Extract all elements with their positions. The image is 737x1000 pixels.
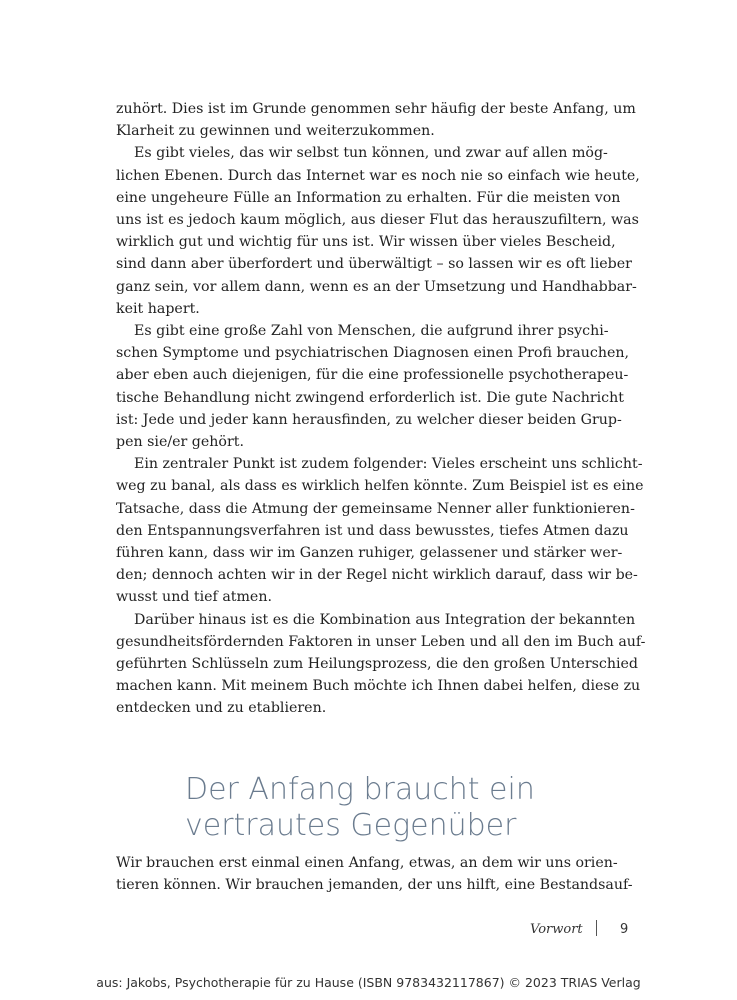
text-line: Es gibt eine große Zahl von Menschen, die aufgrund ihrer psychi- (134, 323, 609, 340)
text-line: eine ungeheure Fülle an Information zu erhalten. Für die meisten von (116, 189, 621, 206)
text-line: entdecken und zu etablieren. (116, 700, 327, 717)
text-line: gesundheitsfördernden Faktoren in unser Leben und all den im Buch auf- (116, 633, 646, 650)
body-text-bottom (116, 852, 633, 896)
text-line: tieren können. Wir brauchen jemanden, der uns hilft, eine Bestandsauf- (116, 877, 633, 894)
paragraph-4 (116, 453, 644, 608)
text-line: pen sie/er gehört. (116, 434, 244, 451)
text-line: machen kann. Mit meinem Buch möchte ich Ihnen dabei helfen, diese zu (116, 678, 641, 695)
paragraph-1 (116, 98, 636, 142)
running-footer-section: Vorwort (530, 922, 583, 937)
section-heading-line: vertrautes Gegenüber (185, 808, 517, 843)
text-line: lichen Ebenen. Durch das Internet war es noch nie so einfach wie heute, (116, 167, 640, 184)
footer-divider (596, 920, 597, 936)
paragraph-3 (116, 320, 630, 453)
paragraph-6 (116, 852, 633, 896)
text-line: ist: Jede und jeder kann herausfinden, zu welcher dieser beiden Grup- (116, 411, 622, 428)
paragraph-5 (116, 609, 646, 720)
paragraph-2 (116, 142, 640, 320)
text-line: wirklich gut und wichtig für uns ist. Wir wissen über vieles Bescheid, (116, 234, 616, 251)
text-line: keit hapert. (116, 300, 200, 317)
text-line: uns ist es jedoch kaum möglich, aus dieser Flut das herauszufiltern, was (116, 212, 639, 229)
text-line: Wir brauchen erst einmal einen Anfang, etwas, an dem wir uns orien- (116, 855, 618, 871)
text-line: führen kann, dass wir im Ganzen ruhiger, gelassener und stärker wer- (116, 545, 623, 562)
text-line: geführten Schlüsseln zum Heilungsprozess, die den großen Unterschied (116, 656, 638, 673)
text-line: Darüber hinaus ist es die Kombination aus Integration der bekannten (134, 611, 636, 628)
text-line: schen Symptome und psychiatrischen Diagnosen einen Profi brauchen, (116, 345, 630, 362)
text-line: den Entspannungsverfahren ist und dass bewusstes, tiefes Atmen dazu (116, 522, 629, 539)
text-line: tische Behandlung nicht zwingend erforderlich ist. Die gute Nachricht (116, 389, 624, 406)
section-heading-line: Der Anfang braucht ein (185, 772, 535, 807)
text-line: den; dennoch achten wir in der Regel nicht wirklich darauf, dass wir be- (116, 567, 638, 584)
text-line: sind dann aber überfordert und überwältigt – so lassen wir es oft lieber (116, 256, 632, 273)
text-line: wusst und tief atmen. (116, 589, 272, 606)
text-line: Tatsache, dass die Atmung der gemeinsame Nenner aller funktionieren- (116, 500, 635, 517)
text-line: zuhört. Dies ist im Grunde genommen sehr häufig der beste Anfang, um (116, 101, 636, 117)
text-line: aber eben auch diejenigen, für die eine professionelle psychotherapeu- (116, 367, 629, 384)
text-line: Klarheit zu gewinnen und weiterzukommen. (116, 123, 435, 140)
body-text-top (116, 98, 646, 720)
page-number: 9 (620, 922, 629, 937)
text-line: weg zu banal, als dass es wirklich helfen könnte. Zum Beispiel ist es eine (116, 478, 644, 495)
source-citation: aus: Jakobs, Psychotherapie für zu Hause (ISBN 9783432117867) © 2023 TRIAS Verlag (96, 975, 641, 990)
section-heading (185, 772, 535, 844)
text-line: Ein zentraler Punkt ist zudem folgender: Vieles erscheint uns schlicht- (134, 456, 643, 473)
text-line: ganz sein, vor allem dann, wenn es an der Umsetzung und Handhabbar- (116, 278, 637, 295)
text-line: Es gibt vieles, das wir selbst tun können, und zwar auf allen mög- (134, 145, 608, 162)
